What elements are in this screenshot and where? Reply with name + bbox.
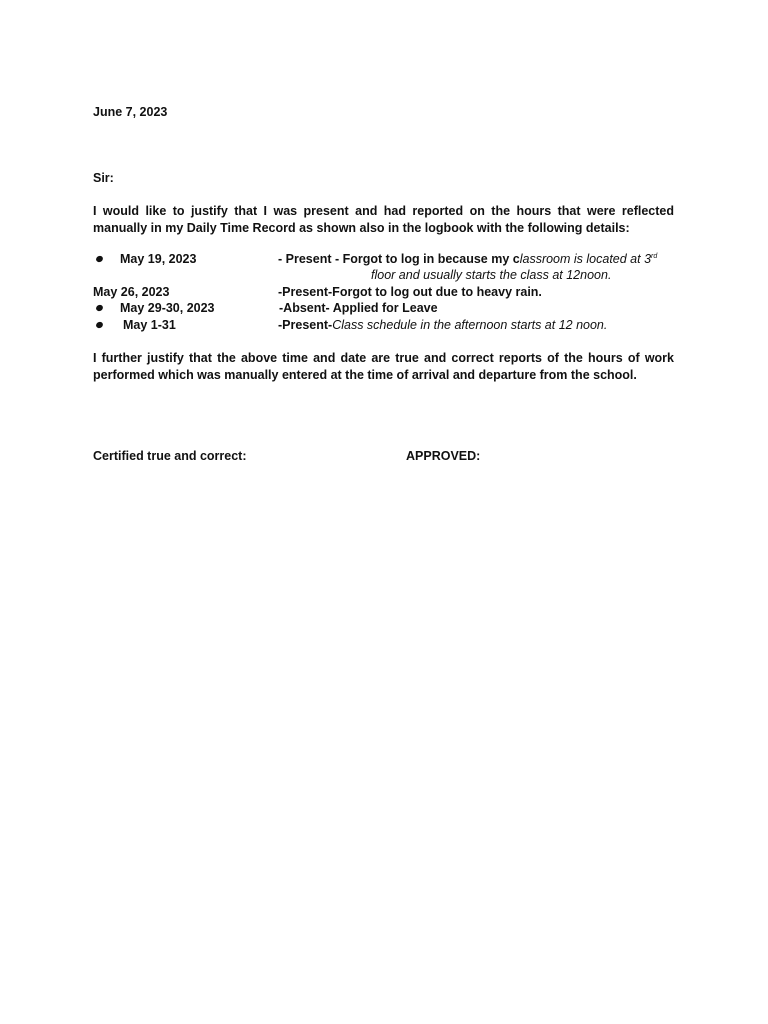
entry-date: May 1-31 bbox=[123, 318, 176, 332]
certified-label: Certified true and correct: bbox=[93, 449, 247, 463]
entry-status-italic: Class schedule in the afternoon starts at 12 noon. bbox=[332, 318, 608, 332]
entry-date: May 26, 2023 bbox=[93, 285, 170, 299]
bullet-icon bbox=[95, 255, 104, 263]
bullet-icon bbox=[95, 304, 104, 312]
entry-status-italic: lassroom is located at 3 bbox=[519, 252, 652, 266]
entry-status bbox=[278, 317, 607, 333]
entry-status: -Present-Forgot to log out due to heavy rain. bbox=[278, 285, 542, 299]
closing-paragraph: I further justify that the above time and date are true and correct reports of the hours of work performed which was manually entered at the time of arrival and departure from the school. bbox=[93, 351, 674, 382]
entry-status bbox=[278, 251, 657, 267]
entry-status-lead: - Present - Forgot to log in because my c bbox=[278, 252, 520, 266]
entry-continuation: floor and usually starts the class at 12noon. bbox=[371, 268, 612, 282]
entry-date: May 29-30, 2023 bbox=[120, 301, 215, 315]
bullet-icon bbox=[95, 321, 104, 329]
entry-date: May 19, 2023 bbox=[120, 252, 197, 266]
entry-status-sup: rd bbox=[651, 253, 658, 260]
salutation: Sir: bbox=[93, 171, 114, 185]
approved-label: APPROVED: bbox=[406, 449, 481, 463]
intro-paragraph: I would like to justify that I was present and had reported on the hours that were reflected manually in my Daily Time Record as shown also in the logbook with the following details: bbox=[93, 204, 674, 235]
letter-date: June 7, 2023 bbox=[93, 105, 168, 119]
entry-status-lead: -Present- bbox=[278, 318, 333, 332]
entry-status: -Absent- Applied for Leave bbox=[279, 301, 438, 315]
